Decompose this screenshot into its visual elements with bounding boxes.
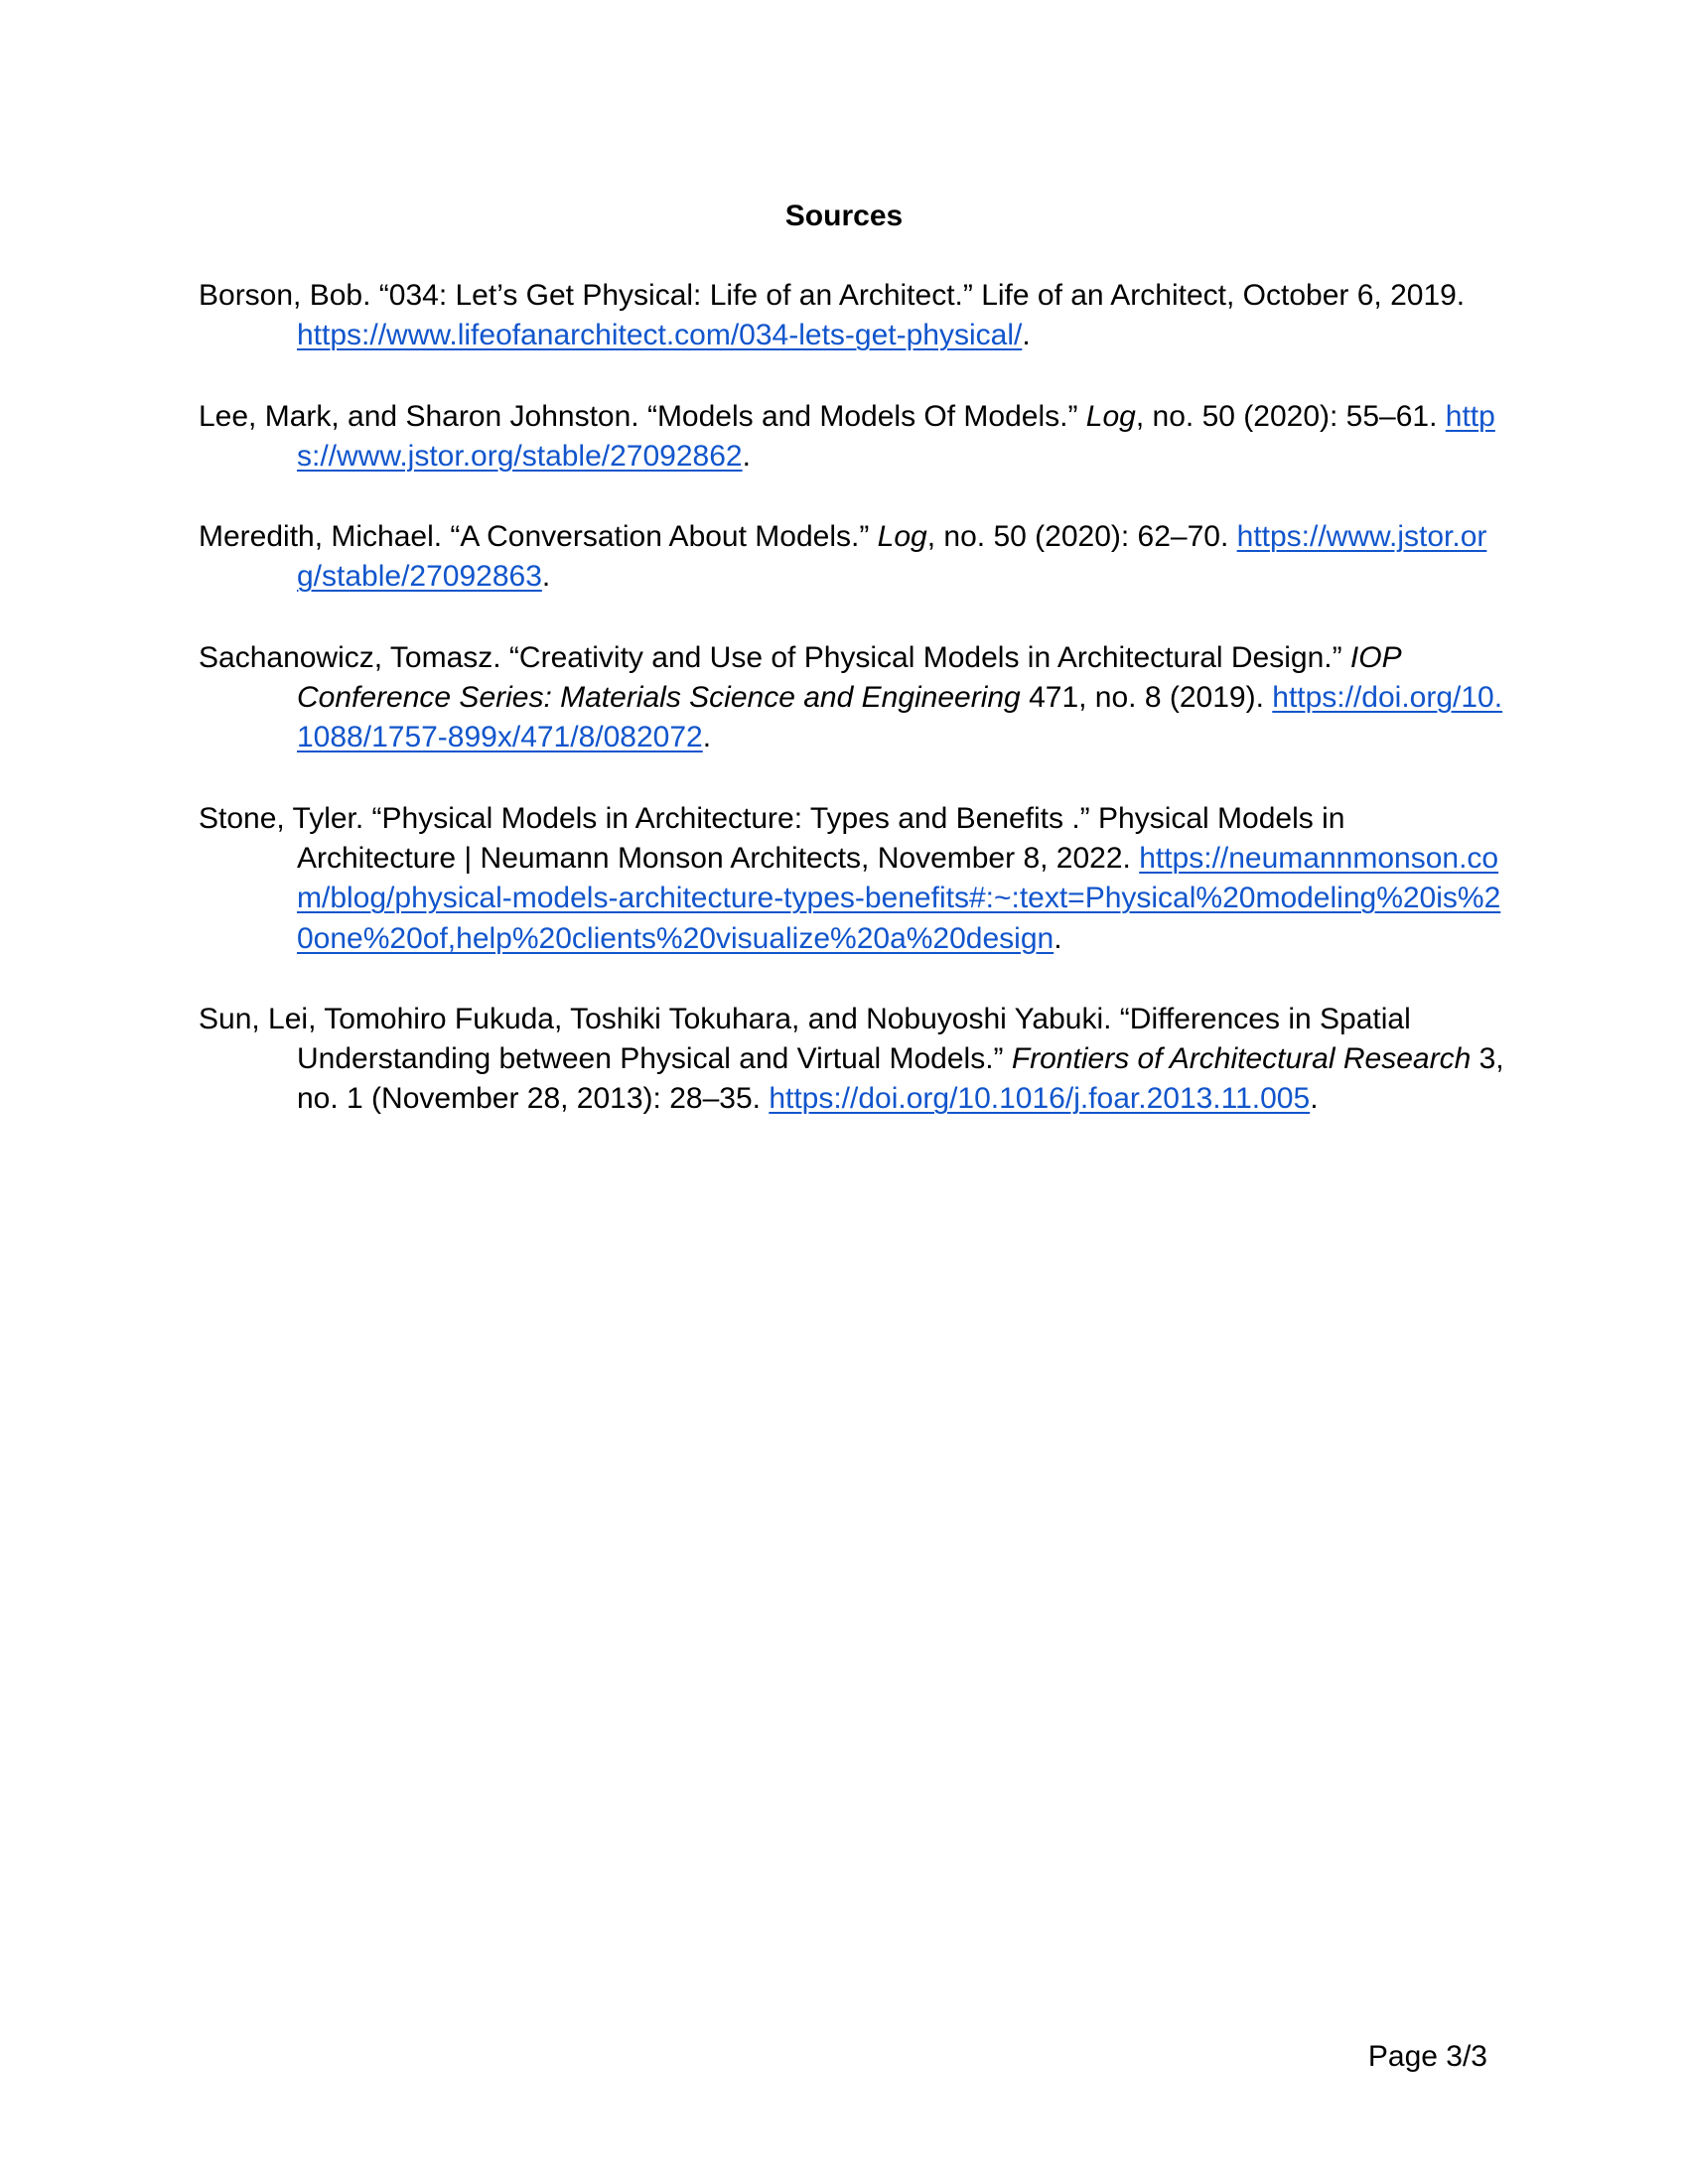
source-entry-stone <box>199 799 1509 959</box>
source-end-punctuation: . <box>1054 921 1062 955</box>
source-entry-sun <box>199 1000 1509 1120</box>
source-entry-lee <box>199 397 1509 478</box>
source-link[interactable]: https://www.jstor.org/stable/27092863 <box>297 520 1487 594</box>
source-end-punctuation: . <box>742 439 751 473</box>
page-title: Sources <box>784 200 904 232</box>
source-link[interactable]: https://www.lifeofanarchitect.com/034-lets-get-physical/ <box>297 319 1023 352</box>
source-text-continued: 471, no. 8 (2019). <box>1020 681 1273 715</box>
source-italic: Log <box>1085 399 1136 433</box>
source-text: Sachanowicz, Tomasz. “Creativity and Use of Physical Models in Architectural Design.” <box>199 640 1350 674</box>
source-text: Sun, Lei, Tomohiro Fukuda, Toshiki Tokuhara, and Nobuyoshi Yabuki. “Differences in Spatial Understanding between Physical and Virtual Models.” <box>199 1002 1411 1076</box>
source-end-punctuation: . <box>541 560 551 594</box>
page-number: Page 3/3 <box>1367 2040 1487 2073</box>
source-text: Borson, Bob. “034: Let’s Get Physical: Life of an Architect.” Life of an Architect, October 6, 2019. <box>199 279 1466 312</box>
source-text: Lee, Mark, and Sharon Johnston. “Models and Models Of Models.” <box>199 399 1086 433</box>
source-italic: Log <box>877 520 927 554</box>
source-text-continued: 3, no. 1 (November 28, 2013): 28–35. <box>297 1042 1504 1116</box>
source-text: Stone, Tyler. “Physical Models in Architecture: Types and Benefits .” Physical Models in Architecture | Neumann Monson Architects, November 8, 2022. <box>199 801 1345 875</box>
source-italic: IOP Conference Series: Materials Science and Engineering <box>297 640 1401 715</box>
source-link[interactable]: https://neumannmonson.com/blog/physical-models-architecture-types-benefits#:~:text=Physical%20modeling%20is%20one%20of,help%20clients%20visualize%20a%20design <box>297 841 1501 955</box>
source-end-punctuation: . <box>1022 319 1031 352</box>
source-link[interactable]: https://doi.org/10.1088/1757-899x/471/8/082072 <box>297 681 1503 754</box>
source-link[interactable]: https://www.jstor.org/stable/27092862 <box>297 399 1495 473</box>
source-entry-meredith <box>199 517 1509 598</box>
source-text-continued: , no. 50 (2020): 62–70. <box>926 520 1237 554</box>
source-entry-sachanowicz <box>199 638 1509 758</box>
source-end-punctuation: . <box>702 721 712 754</box>
source-end-punctuation: . <box>1310 1082 1319 1116</box>
source-text-continued: , no. 50 (2020): 55–61. <box>1135 399 1446 433</box>
source-link[interactable]: https://doi.org/10.1016/j.foar.2013.11.005 <box>769 1082 1311 1116</box>
source-text: Meredith, Michael. “A Conversation About Models.” <box>199 520 878 554</box>
sources-list <box>199 276 1509 1160</box>
source-entry-borson <box>199 276 1509 356</box>
source-italic: Frontiers of Architectural Research <box>1011 1042 1472 1076</box>
